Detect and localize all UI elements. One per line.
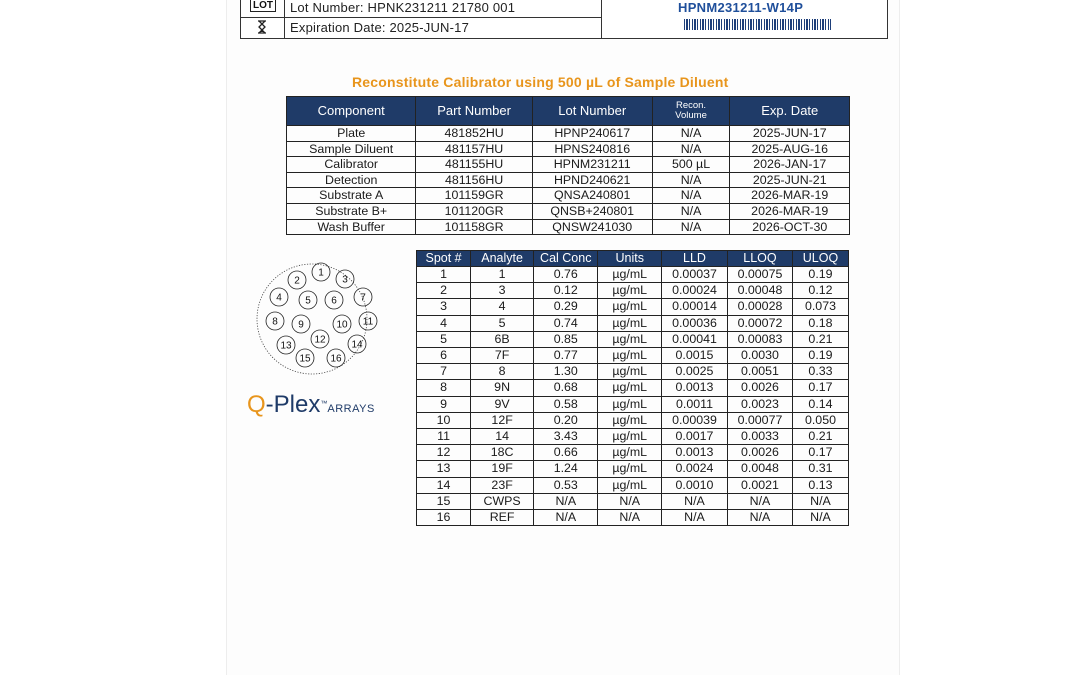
table-cell: 0.29 bbox=[534, 299, 598, 315]
table-cell: 9V bbox=[471, 396, 534, 412]
table-cell: 0.00039 bbox=[662, 412, 728, 428]
table-cell: 0.00072 bbox=[727, 315, 792, 331]
table-cell: 101159GR bbox=[416, 188, 532, 204]
table-cell: N/A bbox=[727, 510, 792, 526]
table-cell: N/A bbox=[727, 493, 792, 509]
table-cell: 23F bbox=[471, 477, 534, 493]
component-row bbox=[287, 188, 850, 204]
expiration-date-text: Expiration Date: 2025-JUN-17 bbox=[290, 20, 470, 35]
col-header-exp-date: Exp. Date bbox=[730, 97, 850, 126]
spot-4 bbox=[270, 288, 288, 306]
table-cell: 15 bbox=[417, 493, 471, 509]
table-cell: 1.24 bbox=[534, 461, 598, 477]
table-cell: 0.14 bbox=[792, 396, 848, 412]
table-cell: 481156HU bbox=[416, 172, 532, 188]
table-cell: 0.12 bbox=[792, 283, 848, 299]
table-cell: HPNS240816 bbox=[532, 141, 652, 157]
table-cell: 12F bbox=[471, 412, 534, 428]
table-cell: µg/mL bbox=[598, 477, 662, 493]
table-cell: 0.20 bbox=[534, 412, 598, 428]
table-cell: 481155HU bbox=[416, 157, 532, 173]
spot-12 bbox=[311, 330, 329, 348]
table-cell: N/A bbox=[652, 172, 730, 188]
table-cell: 8 bbox=[417, 380, 471, 396]
table-cell: 14 bbox=[417, 477, 471, 493]
table-cell: 2026-MAR-19 bbox=[730, 203, 850, 219]
table-cell: 14 bbox=[471, 429, 534, 445]
table-cell: 0.073 bbox=[792, 299, 848, 315]
table-cell: 0.0033 bbox=[727, 429, 792, 445]
spot-row bbox=[417, 445, 849, 461]
spot-label: 1 bbox=[318, 267, 324, 279]
table-cell: 0.00083 bbox=[727, 331, 792, 347]
table-cell: 0.00028 bbox=[727, 299, 792, 315]
spot-label: 13 bbox=[280, 340, 292, 352]
table-cell: 5 bbox=[417, 331, 471, 347]
table-cell: N/A bbox=[652, 203, 730, 219]
table-cell: µg/mL bbox=[598, 348, 662, 364]
col-header-recon-volume: Recon. Volume bbox=[652, 97, 730, 126]
table-cell: Wash Buffer bbox=[287, 219, 416, 235]
table-cell: 10 bbox=[417, 412, 471, 428]
table-cell: 0.0023 bbox=[727, 396, 792, 412]
table-cell: µg/mL bbox=[598, 331, 662, 347]
table-cell: 2026-JAN-17 bbox=[730, 157, 850, 173]
table-cell: 0.53 bbox=[534, 477, 598, 493]
table-cell: µg/mL bbox=[598, 461, 662, 477]
table-cell: 9N bbox=[471, 380, 534, 396]
table-cell: 6 bbox=[417, 348, 471, 364]
table-cell: N/A bbox=[598, 493, 662, 509]
table-cell: 0.0026 bbox=[727, 445, 792, 461]
table-cell: 2025-JUN-17 bbox=[730, 126, 850, 142]
table-cell: 0.17 bbox=[792, 445, 848, 461]
table-cell: 2026-OCT-30 bbox=[730, 219, 850, 235]
table-cell: 0.00077 bbox=[727, 412, 792, 428]
spot-label: 8 bbox=[272, 316, 278, 328]
spot-row bbox=[417, 283, 849, 299]
table-cell: N/A bbox=[598, 510, 662, 526]
table-cell: 1 bbox=[471, 267, 534, 283]
table-cell: µg/mL bbox=[598, 445, 662, 461]
spot-row bbox=[417, 348, 849, 364]
table-cell: 12 bbox=[417, 445, 471, 461]
table-cell: Detection bbox=[287, 172, 416, 188]
table-cell: REF bbox=[471, 510, 534, 526]
table-cell: N/A bbox=[662, 493, 728, 509]
col-header-analyte: Analyte bbox=[471, 251, 534, 267]
component-row bbox=[287, 157, 850, 173]
table-cell: QNSB+240801 bbox=[532, 203, 652, 219]
spot-row bbox=[417, 429, 849, 445]
table-cell: HPNM231211 bbox=[532, 157, 652, 173]
table-cell: N/A bbox=[652, 219, 730, 235]
table-cell: 1.30 bbox=[534, 364, 598, 380]
table-cell: 0.00024 bbox=[662, 283, 728, 299]
table-cell: µg/mL bbox=[598, 364, 662, 380]
table-cell: 0.31 bbox=[792, 461, 848, 477]
table-cell: 2025-AUG-16 bbox=[730, 141, 850, 157]
table-cell: 481157HU bbox=[416, 141, 532, 157]
col-header-part-number: Part Number bbox=[416, 97, 532, 126]
spot-7 bbox=[354, 288, 372, 306]
table-cell: 0.13 bbox=[792, 477, 848, 493]
kit-id: HPNM231211-W14P bbox=[678, 0, 804, 15]
table-cell: N/A bbox=[652, 188, 730, 204]
spot-1 bbox=[312, 263, 330, 281]
table-cell: 481852HU bbox=[416, 126, 532, 142]
table-cell: QNSW241030 bbox=[532, 219, 652, 235]
table-cell: 0.33 bbox=[792, 364, 848, 380]
spot-14 bbox=[348, 335, 366, 353]
col-header-component: Component bbox=[287, 97, 416, 126]
table-cell: 0.21 bbox=[792, 429, 848, 445]
component-row bbox=[287, 219, 850, 235]
spot-row bbox=[417, 380, 849, 396]
table-cell: Plate bbox=[287, 126, 416, 142]
spot-label: 16 bbox=[330, 353, 342, 365]
table-cell: 3.43 bbox=[534, 429, 598, 445]
spot-11 bbox=[359, 312, 377, 330]
spot-row bbox=[417, 477, 849, 493]
col-header-cal-conc: Cal Conc bbox=[534, 251, 598, 267]
col-header-units: Units bbox=[598, 251, 662, 267]
table-cell: 0.58 bbox=[534, 396, 598, 412]
table-cell: 0.68 bbox=[534, 380, 598, 396]
spot-row bbox=[417, 364, 849, 380]
table-cell: 6B bbox=[471, 331, 534, 347]
table-cell: 0.19 bbox=[792, 348, 848, 364]
table-cell: 8 bbox=[471, 364, 534, 380]
component-row bbox=[287, 203, 850, 219]
col-header-lot-number: Lot Number bbox=[532, 97, 652, 126]
spot-label: 10 bbox=[336, 319, 348, 331]
table-cell: 11 bbox=[417, 429, 471, 445]
table-cell: 0.00048 bbox=[727, 283, 792, 299]
table-cell: 0.19 bbox=[792, 267, 848, 283]
table-cell: N/A bbox=[652, 141, 730, 157]
table-cell: 0.17 bbox=[792, 380, 848, 396]
table-cell: 0.0030 bbox=[727, 348, 792, 364]
table-cell: 0.18 bbox=[792, 315, 848, 331]
table-cell: 0.12 bbox=[534, 283, 598, 299]
table-cell: 0.0017 bbox=[662, 429, 728, 445]
table-cell: N/A bbox=[534, 510, 598, 526]
table-cell: 3 bbox=[417, 299, 471, 315]
expiration-hourglass-icon bbox=[255, 20, 269, 39]
spot-label: 4 bbox=[276, 292, 282, 304]
spot-5 bbox=[299, 291, 317, 309]
table-cell: 0.0011 bbox=[662, 396, 728, 412]
table-cell: 500 µL bbox=[652, 157, 730, 173]
spot-row bbox=[417, 331, 849, 347]
component-row bbox=[287, 126, 850, 142]
reconstitution-heading: Reconstitute Calibrator using 500 µL of Sample Diluent bbox=[352, 74, 729, 90]
table-cell: N/A bbox=[792, 493, 848, 509]
table-cell: 16 bbox=[417, 510, 471, 526]
lot-info-box bbox=[240, 0, 888, 39]
table-cell: µg/mL bbox=[598, 267, 662, 283]
spot-row bbox=[417, 299, 849, 315]
table-cell: µg/mL bbox=[598, 299, 662, 315]
table-cell: 7F bbox=[471, 348, 534, 364]
spot-row bbox=[417, 267, 849, 283]
spot-label: 5 bbox=[305, 295, 311, 307]
table-cell: N/A bbox=[652, 126, 730, 142]
table-cell: 13 bbox=[417, 461, 471, 477]
table-cell: 0.00036 bbox=[662, 315, 728, 331]
spot-15 bbox=[296, 349, 314, 367]
table-cell: 9 bbox=[417, 396, 471, 412]
table-cell: 0.00075 bbox=[727, 267, 792, 283]
table-cell: 0.0015 bbox=[662, 348, 728, 364]
table-cell: 0.0026 bbox=[727, 380, 792, 396]
table-cell: 101120GR bbox=[416, 203, 532, 219]
component-row bbox=[287, 172, 850, 188]
table-cell: 0.77 bbox=[534, 348, 598, 364]
table-cell: HPNP240617 bbox=[532, 126, 652, 142]
table-cell: 0.66 bbox=[534, 445, 598, 461]
col-header-uloq: ULOQ bbox=[792, 251, 848, 267]
table-cell: 0.85 bbox=[534, 331, 598, 347]
table-cell: µg/mL bbox=[598, 380, 662, 396]
table-cell: 0.74 bbox=[534, 315, 598, 331]
spot-label: 15 bbox=[299, 353, 311, 365]
table-cell: 0.0021 bbox=[727, 477, 792, 493]
kit-barcode bbox=[684, 19, 831, 30]
spot-label: 11 bbox=[362, 316, 374, 328]
spot-layout-diagram bbox=[256, 258, 386, 383]
table-cell: N/A bbox=[534, 493, 598, 509]
table-cell: 18C bbox=[471, 445, 534, 461]
col-header-spot: Spot # bbox=[417, 251, 471, 267]
table-cell: 3 bbox=[471, 283, 534, 299]
table-cell: 0.0013 bbox=[662, 445, 728, 461]
spot-10 bbox=[333, 315, 351, 333]
spot-16 bbox=[327, 349, 345, 367]
table-cell: 19F bbox=[471, 461, 534, 477]
table-cell: 101158GR bbox=[416, 219, 532, 235]
spot-2 bbox=[288, 271, 306, 289]
table-cell: µg/mL bbox=[598, 412, 662, 428]
table-cell: 4 bbox=[417, 315, 471, 331]
table-cell: Substrate A bbox=[287, 188, 416, 204]
table-cell: Sample Diluent bbox=[287, 141, 416, 157]
table-cell: QNSA240801 bbox=[532, 188, 652, 204]
table-cell: 2 bbox=[417, 283, 471, 299]
table-cell: 0.0013 bbox=[662, 380, 728, 396]
spot-3 bbox=[336, 270, 354, 288]
table-cell: 0.00037 bbox=[662, 267, 728, 283]
table-cell: Substrate B+ bbox=[287, 203, 416, 219]
spot-row bbox=[417, 493, 849, 509]
component-table bbox=[286, 96, 850, 235]
col-header-lld: LLD bbox=[662, 251, 728, 267]
spot-label: 3 bbox=[342, 274, 348, 286]
spot-row bbox=[417, 412, 849, 428]
spot-label: 9 bbox=[298, 319, 304, 331]
table-cell: 0.0051 bbox=[727, 364, 792, 380]
spot-row bbox=[417, 461, 849, 477]
table-cell: µg/mL bbox=[598, 429, 662, 445]
table-cell: 0.21 bbox=[792, 331, 848, 347]
table-cell: 0.00041 bbox=[662, 331, 728, 347]
table-cell: 5 bbox=[471, 315, 534, 331]
col-header-lloq: LLOQ bbox=[727, 251, 792, 267]
spot-label: 2 bbox=[294, 275, 300, 287]
spot-9 bbox=[292, 315, 310, 333]
table-cell: N/A bbox=[662, 510, 728, 526]
table-cell: Calibrator bbox=[287, 157, 416, 173]
table-cell: 4 bbox=[471, 299, 534, 315]
spot-row bbox=[417, 315, 849, 331]
table-cell: 0.76 bbox=[534, 267, 598, 283]
table-cell: µg/mL bbox=[598, 396, 662, 412]
spot-13 bbox=[277, 336, 295, 354]
table-cell: 0.00014 bbox=[662, 299, 728, 315]
table-cell: N/A bbox=[792, 510, 848, 526]
table-cell: 7 bbox=[417, 364, 471, 380]
spot-row bbox=[417, 396, 849, 412]
table-cell: µg/mL bbox=[598, 283, 662, 299]
spot-label: 7 bbox=[360, 292, 366, 304]
table-cell: µg/mL bbox=[598, 315, 662, 331]
spot-label: 14 bbox=[351, 339, 363, 351]
component-row bbox=[287, 141, 850, 157]
lot-number-text: Lot Number: HPNK231211 21780 001 bbox=[290, 0, 516, 15]
table-cell: 2025-JUN-21 bbox=[730, 172, 850, 188]
table-cell: CWPS bbox=[471, 493, 534, 509]
table-cell: 0.050 bbox=[792, 412, 848, 428]
table-cell: 1 bbox=[417, 267, 471, 283]
spot-6 bbox=[325, 291, 343, 309]
spot-analyte-table bbox=[416, 250, 849, 526]
lot-symbol: LOT bbox=[250, 0, 276, 12]
spot-label: 12 bbox=[314, 334, 326, 346]
table-cell: 0.0010 bbox=[662, 477, 728, 493]
table-cell: 0.0024 bbox=[662, 461, 728, 477]
table-cell: 0.0048 bbox=[727, 461, 792, 477]
qplex-arrays-logo: Q-Plex™ARRAYS bbox=[247, 391, 375, 418]
table-cell: 2026-MAR-19 bbox=[730, 188, 850, 204]
table-cell: HPND240621 bbox=[532, 172, 652, 188]
spot-label: 6 bbox=[331, 295, 337, 307]
table-cell: 0.0025 bbox=[662, 364, 728, 380]
spot-row bbox=[417, 510, 849, 526]
spot-8 bbox=[266, 312, 284, 330]
